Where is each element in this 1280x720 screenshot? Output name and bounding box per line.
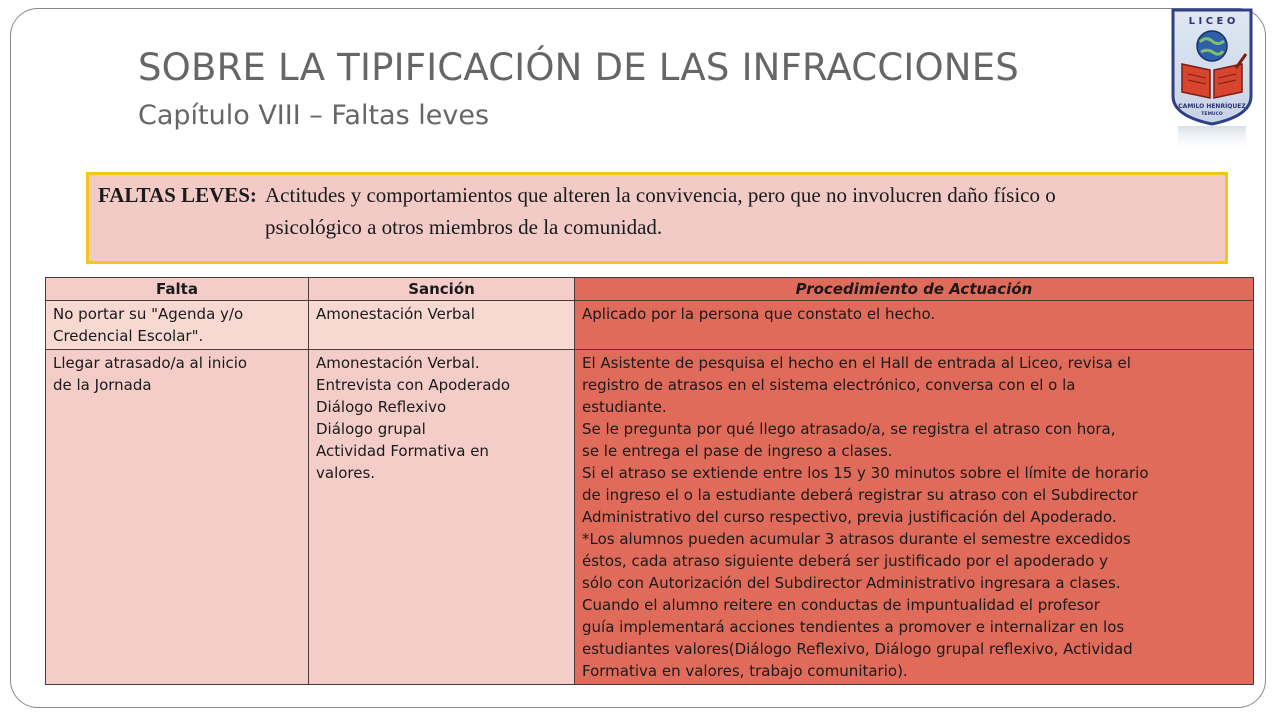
falta-cell-line: de la Jornada [53, 376, 152, 394]
globe-icon [1197, 31, 1227, 61]
school-logo [1170, 8, 1254, 156]
procedimiento-cell-line: El Asistente de pesquisa el hecho en el Hall de entrada al Liceo, revisa el [582, 354, 1131, 372]
sancion-cell-line: Amonestación Verbal. [316, 354, 480, 372]
page-title: SOBRE LA TIPIFICACIÓN DE LAS INFRACCIONES [138, 46, 1019, 89]
definition-text-line2: psicológico a otros miembros de la comunidad. [265, 215, 663, 239]
header-procedimiento: Procedimiento de Actuación [575, 278, 1254, 301]
procedimiento-cell-line: éstos, cada atraso siguiente deberá ser justificado por el apoderado y [582, 552, 1108, 570]
procedimiento-cell-line: sólo con Autorización del Subdirector Administrativo ingresara a clases. [582, 574, 1121, 592]
procedimiento-cell-line: registro de atrasos en el sistema electrónico, conversa con el o la [582, 376, 1076, 394]
sancion-cell-line: Actividad Formativa en [316, 442, 489, 460]
sancion-cell [309, 350, 575, 685]
procedimiento-cell-line: guía implementará acciones tendientes a promover e internalizar en los [582, 618, 1125, 636]
falta-cell-line: Credencial Escolar". [53, 327, 204, 345]
sancion-cell-line: Entrevista con Apoderado [316, 376, 511, 394]
sancion-cell-line: Diálogo Reflexivo [316, 398, 447, 416]
falta-cell [46, 301, 309, 350]
procedimiento-cell-line: se le entrega el pase de ingreso a clases. [582, 442, 893, 460]
table-row [46, 301, 1254, 350]
definition-box [86, 172, 1228, 264]
procedimiento-cell-line: Si el atraso se extiende entre los 15 y 30 minutos sobre el límite de horario [582, 464, 1149, 482]
procedimiento-cell [575, 301, 1254, 350]
book-right-icon [1214, 64, 1242, 98]
sancion-cell-line: valores. [316, 464, 376, 482]
header-falta: Falta [46, 278, 309, 301]
definition-term: FALTAS LEVES: [98, 183, 257, 207]
procedimiento-cell-line: *Los alumnos pueden acumular 3 atrasos durante el semestre excedidos [582, 530, 1131, 548]
falta-cell [46, 350, 309, 685]
svg-text:TEMUCO: TEMUCO [1201, 112, 1223, 117]
falta-cell-line: Llegar atrasado/a al inicio [53, 354, 248, 372]
table-header-row [46, 278, 1254, 301]
falta-cell-line: No portar su "Agenda y/o [53, 305, 244, 323]
procedimiento-cell-line: estudiante. [582, 398, 667, 416]
sancion-cell [309, 301, 575, 350]
procedimiento-cell-line: Cuando el alumno reitere en conductas de impuntualidad el profesor [582, 596, 1100, 614]
procedimiento-cell-line: Administrativo del curso respectivo, previa justificación del Apoderado. [582, 508, 1117, 526]
procedimiento-cell-line: Aplicado por la persona que constato el hecho. [582, 305, 936, 323]
procedimiento-cell-line: de ingreso el o la estudiante deberá registrar su atraso con el Subdirector [582, 486, 1138, 504]
faltas-table [45, 277, 1254, 685]
header-sancion: Sanción [309, 278, 575, 301]
sancion-cell-line: Diálogo grupal [316, 420, 426, 438]
definition-text-line1: Actitudes y comportamientos que alteren la convivencia, pero que no involucren daño físico o [265, 183, 1056, 207]
svg-text:L I C E O: L I C E O [1188, 16, 1236, 27]
procedimiento-cell [575, 350, 1254, 685]
table-row [46, 350, 1254, 685]
page-subtitle: Capítulo VIII – Faltas leves [138, 100, 490, 131]
book-left-icon [1182, 64, 1210, 98]
procedimiento-cell-line: estudiantes valores(Diálogo Reflexivo, Diálogo grupal reflexivo, Actividad [582, 640, 1133, 658]
sancion-cell-line: Amonestación Verbal [316, 305, 475, 323]
procedimiento-cell-line: Se le pregunta por qué llego atrasado/a, se registra el atraso con hora, [582, 420, 1116, 438]
procedimiento-cell-line: Formativa en valores, trabajo comunitario). [582, 662, 908, 680]
svg-text:CAMILO HENRÍQUEZ: CAMILO HENRÍQUEZ [1178, 103, 1246, 110]
